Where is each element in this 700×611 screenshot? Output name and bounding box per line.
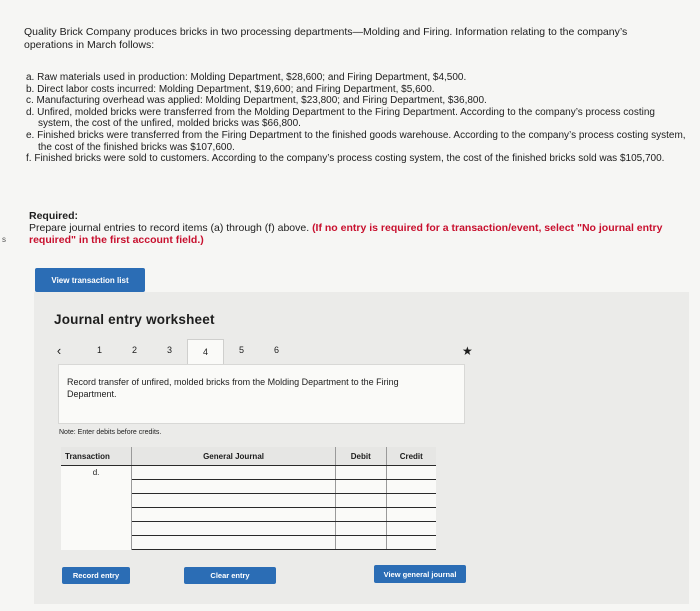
credit-input[interactable]: [386, 494, 436, 508]
account-input[interactable]: [132, 508, 336, 522]
required-text: [29, 222, 689, 246]
transaction-cell: [61, 522, 132, 536]
transaction-list: [26, 72, 686, 165]
tab-2[interactable]: 2: [131, 345, 137, 355]
transaction-cell: [61, 480, 132, 494]
view-transaction-list-button[interactable]: View transaction list: [35, 268, 145, 292]
credit-input[interactable]: [386, 536, 436, 550]
transaction-cell: d.: [61, 466, 132, 480]
star-icon[interactable]: ★: [462, 344, 473, 358]
tab-3[interactable]: 3: [166, 345, 172, 355]
required-emphasis: (If no entry is required for a transaction/event, select "No journal entry required" in the first account field.): [29, 222, 663, 246]
account-input[interactable]: [132, 522, 336, 536]
entry-description-box: [58, 364, 465, 424]
journal-table: [61, 447, 436, 550]
tab-5[interactable]: 5: [238, 345, 244, 355]
account-input[interactable]: [132, 536, 336, 550]
list-item: d. Unfired, molded bricks were transferred from the Molding Department to the Firing Department. According to the company’s process costing system, the cost of the unfired, molded bricks was $66,800.: [26, 106, 655, 130]
debit-input[interactable]: [336, 508, 386, 522]
list-item: a. Raw materials used in production: Molding Department, $28,600; and Firing Department, $4,500.: [26, 72, 467, 83]
column-header-general-journal: General Journal: [132, 447, 336, 466]
tab-6[interactable]: 6: [273, 345, 279, 355]
worksheet-tabs: [54, 340, 294, 360]
debit-input[interactable]: [336, 480, 386, 494]
debit-input[interactable]: [336, 466, 386, 480]
account-input[interactable]: [132, 494, 336, 508]
account-input[interactable]: [132, 466, 336, 480]
view-general-journal-button[interactable]: View general journal: [374, 565, 466, 583]
credit-input[interactable]: [386, 522, 436, 536]
debit-input[interactable]: [336, 494, 386, 508]
credit-input[interactable]: [386, 466, 436, 480]
record-entry-button[interactable]: Record entry: [62, 567, 130, 584]
tab-1[interactable]: 1: [96, 345, 102, 355]
table-header-row: [61, 447, 436, 466]
debit-credit-note: Note: Enter debits before credits.: [59, 429, 162, 436]
table-row: [61, 508, 436, 522]
side-mark: s: [2, 235, 6, 244]
entry-description: Record transfer of unfired, molded bricks from the Molding Department to the Firing Department.: [67, 377, 399, 399]
transaction-cell: [61, 508, 132, 522]
list-item: f. Finished bricks were sold to customers. According to the company’s process costing system, the cost of the finished bricks sold was $105,700.: [26, 153, 665, 165]
table-row: [61, 536, 436, 550]
account-input[interactable]: [132, 480, 336, 494]
chevron-left-icon[interactable]: ‹: [56, 342, 62, 358]
column-header-credit: Credit: [386, 447, 436, 466]
list-item: b. Direct labor costs incurred: Molding Department, $19,600; and Firing Department, $5,600.: [26, 83, 435, 95]
credit-input[interactable]: [386, 480, 436, 494]
debit-input[interactable]: [336, 522, 386, 536]
transaction-cell: [61, 494, 132, 508]
journal-entry-worksheet: [34, 292, 689, 604]
required-instruction: Prepare journal entries to record items (a) through (f) above.: [29, 222, 310, 234]
table-row: [61, 494, 436, 508]
transaction-cell: [61, 536, 132, 550]
table-row: [61, 522, 436, 536]
list-item: e. Finished bricks were transferred from the Firing Department to the finished goods warehouse. According to the company’s process costing system, the cost of the finished bricks was $107,600.: [26, 129, 686, 153]
column-header-transaction: Transaction: [61, 447, 132, 466]
list-item: c. Manufacturing overhead was applied: Molding Department, $23,800; and Firing Department, $36,800.: [26, 95, 487, 107]
credit-input[interactable]: [386, 508, 436, 522]
tab-4[interactable]: 4: [187, 339, 224, 364]
clear-entry-button[interactable]: Clear entry: [184, 567, 276, 584]
table-row: [61, 466, 436, 480]
required-heading: Required:: [29, 210, 79, 222]
column-header-debit: Debit: [336, 447, 386, 466]
problem-intro: Quality Brick Company produces bricks in two processing departments—Molding and Firing. Information relating to the company’s operations in March follows:: [24, 26, 628, 51]
worksheet-title: Journal entry worksheet: [54, 312, 215, 327]
table-row: [61, 480, 436, 494]
debit-input[interactable]: [336, 536, 386, 550]
